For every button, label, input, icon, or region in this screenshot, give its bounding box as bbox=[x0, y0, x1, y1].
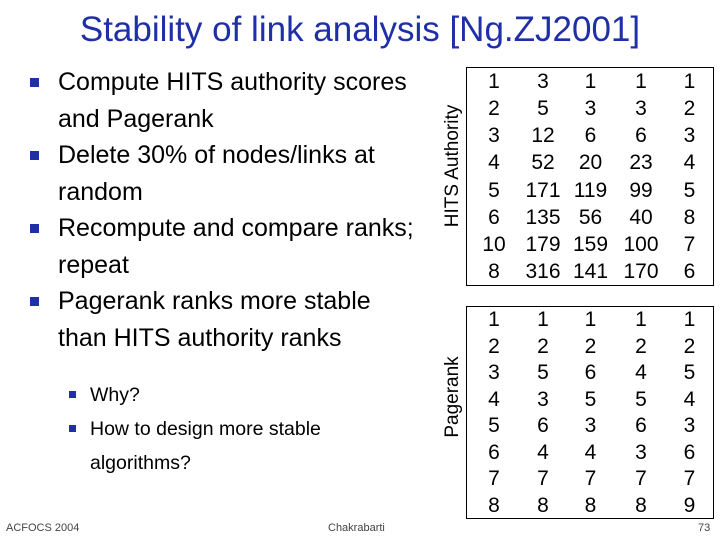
table-cell: 1 bbox=[537, 308, 549, 331]
bullet-text: Compute HITS authority scores and Pagerank bbox=[58, 68, 407, 133]
table-cell: 7 bbox=[488, 467, 500, 490]
sub-bullet-item bbox=[30, 378, 420, 412]
table-cell: 8 bbox=[635, 493, 647, 517]
sub-bullet-item bbox=[30, 412, 420, 480]
table-cell: 6 bbox=[537, 414, 549, 437]
slide-title: Stability of link analysis [Ng.ZJ2001] bbox=[79, 10, 641, 49]
square-bullet-icon bbox=[30, 224, 39, 233]
table-cell: 2 bbox=[488, 97, 500, 121]
footer-conference: ACFOCS 2004 bbox=[6, 522, 80, 534]
table-cell: 7 bbox=[537, 467, 549, 490]
table-cell: 1 bbox=[488, 308, 500, 331]
table-cell: 1 bbox=[683, 70, 696, 93]
table-cell: 2 bbox=[537, 334, 549, 358]
table-cell: 170 bbox=[623, 259, 659, 283]
table-cell: 4 bbox=[683, 387, 696, 411]
bullet-item bbox=[30, 210, 420, 283]
table-cell: 1 bbox=[584, 70, 597, 93]
table-cell: 1 bbox=[635, 70, 647, 93]
table-cell: 10 bbox=[482, 232, 506, 256]
table-cell: 5 bbox=[635, 387, 647, 411]
table-cell: 8 bbox=[488, 259, 500, 283]
table-cell: 4 bbox=[683, 151, 696, 175]
table-cell: 3 bbox=[488, 361, 500, 384]
bullet-item bbox=[30, 137, 420, 210]
square-bullet-icon bbox=[30, 151, 39, 160]
table-cell: 4 bbox=[635, 361, 647, 384]
pagerank-label: Pagerank bbox=[442, 356, 463, 438]
table-cell: 1 bbox=[683, 308, 696, 331]
hits-authority-table bbox=[466, 67, 714, 286]
bullet-text: Recompute and compare ranks; repeat bbox=[58, 214, 414, 279]
table-cell: 12 bbox=[531, 124, 555, 148]
bullet-item bbox=[30, 283, 420, 356]
table-cell: 6 bbox=[683, 440, 696, 464]
table-cell: 4 bbox=[488, 151, 500, 175]
table-cell: 6 bbox=[584, 124, 597, 148]
table-cell: 6 bbox=[584, 361, 597, 384]
table-cell: 9 bbox=[683, 493, 696, 517]
sub-bullet-text: Why? bbox=[90, 384, 140, 406]
table-cell: 2 bbox=[635, 334, 647, 358]
table-cell: 179 bbox=[525, 232, 561, 256]
table-cell: 135 bbox=[525, 205, 561, 229]
sub-bullet-list bbox=[30, 378, 420, 480]
table-cell: 7 bbox=[635, 467, 647, 490]
table-cell: 3 bbox=[635, 97, 647, 121]
table-cell: 1 bbox=[488, 70, 500, 93]
table-cell: 5 bbox=[488, 414, 500, 437]
bullet-list bbox=[30, 64, 420, 480]
table-cell: 6 bbox=[683, 259, 696, 283]
table-cell: 4 bbox=[537, 440, 549, 464]
square-bullet-icon bbox=[30, 297, 39, 306]
table-cell: 1 bbox=[584, 308, 597, 331]
table-cell: 2 bbox=[683, 97, 696, 121]
square-bullet-icon bbox=[69, 425, 76, 432]
table-cell: 119 bbox=[573, 178, 608, 202]
table-cell: 3 bbox=[683, 124, 696, 148]
table-cell: 40 bbox=[629, 205, 653, 229]
bullet-text: Delete 30% of nodes/links at random bbox=[58, 141, 375, 206]
table-cell: 6 bbox=[488, 205, 500, 229]
table-cell: 20 bbox=[578, 151, 603, 175]
table-cell: 4 bbox=[584, 440, 597, 464]
hits-authority-label: HITS Authority bbox=[442, 104, 463, 228]
table-cell: 3 bbox=[584, 414, 597, 437]
table-cell: 316 bbox=[525, 259, 561, 283]
table-cell: 56 bbox=[578, 205, 603, 229]
table-cell: 8 bbox=[683, 205, 696, 229]
table-cell: 5 bbox=[537, 361, 549, 384]
table-cell: 2 bbox=[584, 334, 597, 358]
square-bullet-icon bbox=[30, 78, 39, 87]
table-cell: 5 bbox=[683, 178, 696, 202]
table-cell: 6 bbox=[488, 440, 500, 464]
pagerank-table bbox=[466, 306, 714, 519]
table-cell: 7 bbox=[683, 232, 696, 256]
table-cell: 3 bbox=[683, 414, 696, 437]
table-cell: 7 bbox=[584, 467, 597, 490]
table-cell: 3 bbox=[635, 440, 647, 464]
footer-author: Chakrabarti bbox=[328, 522, 385, 534]
table-cell: 4 bbox=[488, 387, 500, 411]
table-cell: 6 bbox=[635, 414, 647, 437]
page-number: 73 bbox=[698, 522, 711, 534]
table-cell: 3 bbox=[488, 124, 500, 148]
table-cell: 8 bbox=[537, 493, 549, 517]
table-cell: 5 bbox=[537, 97, 549, 121]
square-bullet-icon bbox=[69, 391, 76, 398]
table-cell: 3 bbox=[537, 70, 549, 93]
table-cell: 3 bbox=[584, 97, 597, 121]
table-cell: 5 bbox=[584, 387, 597, 411]
table-cell: 5 bbox=[488, 178, 500, 202]
bullet-item bbox=[30, 64, 420, 137]
table-cell: 1 bbox=[635, 308, 647, 331]
table-cell: 5 bbox=[683, 361, 696, 384]
table-cell: 159 bbox=[572, 232, 609, 256]
table-cell: 6 bbox=[635, 124, 647, 148]
table-cell: 2 bbox=[488, 334, 500, 358]
bullet-text: Pagerank ranks more stable than HITS authority ranks bbox=[58, 287, 371, 352]
table-cell: 52 bbox=[531, 151, 555, 175]
table-cell: 8 bbox=[584, 493, 597, 517]
table-cell: 141 bbox=[572, 259, 609, 283]
table-cell: 3 bbox=[537, 387, 549, 411]
table-cell: 2 bbox=[683, 334, 696, 358]
table-cell: 100 bbox=[623, 232, 659, 256]
table-cell: 8 bbox=[488, 493, 500, 517]
table-cell: 171 bbox=[525, 178, 561, 202]
table-cell: 23 bbox=[629, 151, 653, 175]
table-cell: 99 bbox=[629, 178, 653, 202]
sub-bullet-text: How to design more stable algorithms? bbox=[90, 418, 321, 474]
table-cell: 7 bbox=[683, 467, 696, 490]
